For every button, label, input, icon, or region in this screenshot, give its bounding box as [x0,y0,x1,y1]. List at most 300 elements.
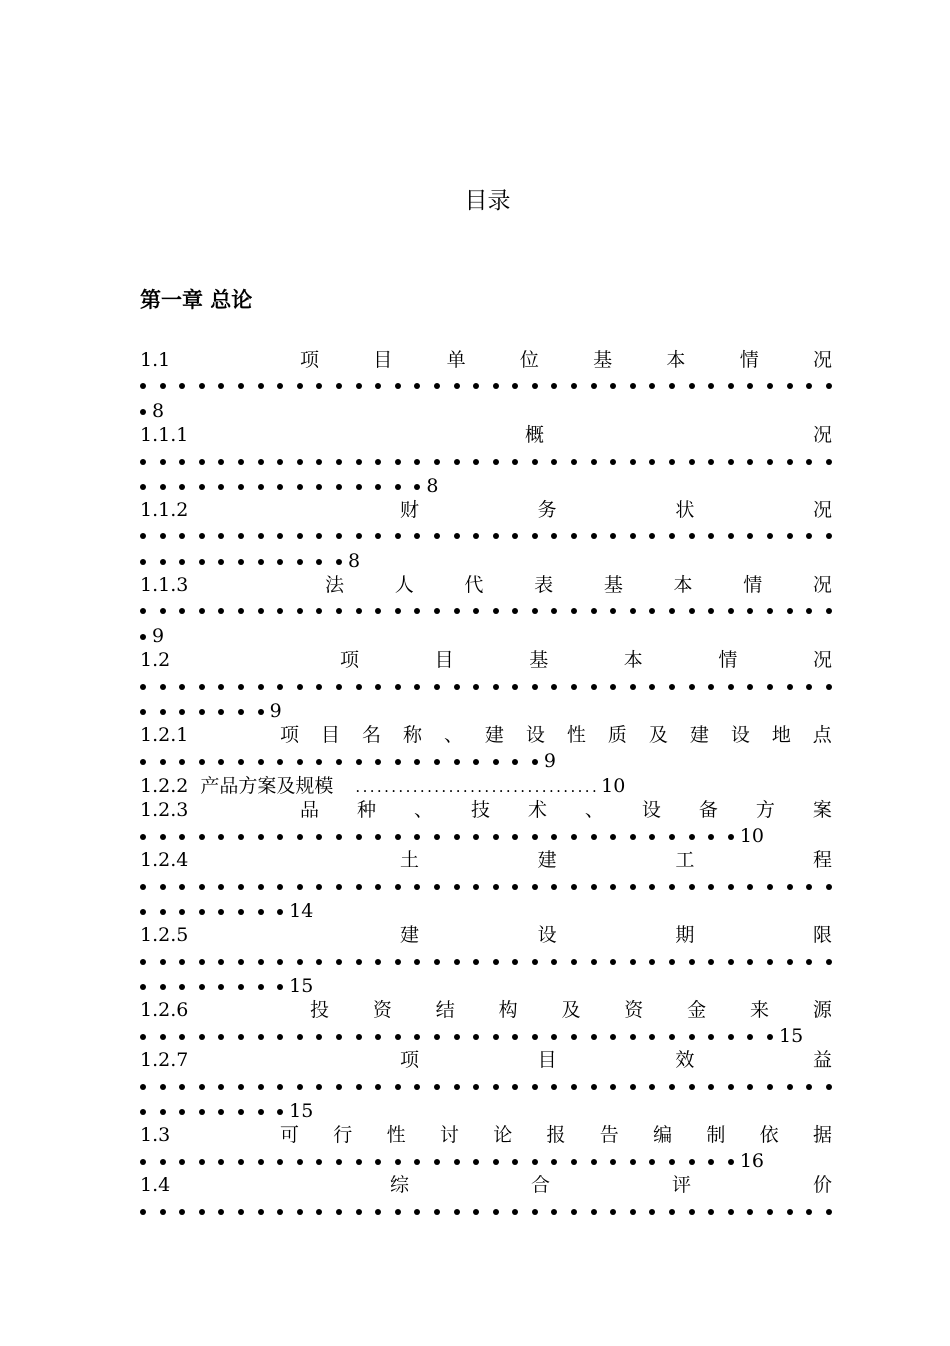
title-char: 及 [648,724,668,746]
leader-dot [375,1209,381,1215]
leader-dot [787,1084,793,1090]
title-char: 人 [394,574,414,596]
dot-leader [140,1073,845,1099]
leader-dot [258,709,264,715]
leader-dot [238,383,244,389]
leader-dot [160,1109,166,1115]
leader-dot [179,759,185,765]
leader-dot [218,884,224,890]
leader-dot [747,608,753,614]
title-char: 依 [759,1124,779,1146]
leader-dot [199,608,205,614]
leader-dot [356,1159,362,1165]
leader-dot [649,383,655,389]
leader-dot [747,959,753,965]
leader-dot [493,533,499,539]
leader-dot [297,383,303,389]
leader-dot [493,834,499,840]
toc-entry[interactable] [140,996,832,1024]
leader-dot [238,1034,244,1040]
leader-dot [512,608,518,614]
leader-dot [473,1209,479,1215]
toc-entry[interactable] [140,921,832,949]
leader-dot [512,884,518,890]
leader-dot [238,684,244,690]
title-char: 项 [340,649,360,671]
leader-dot [454,684,460,690]
title-char: 、 [443,724,463,746]
leader-dot [689,608,695,614]
title-char: 、 [584,799,604,821]
leader-dot [238,608,244,614]
leader-dot [336,1084,342,1090]
leader-dot [571,884,577,890]
toc-entry-title [280,721,832,749]
leader-dot [218,1109,224,1115]
leader-dot [218,684,224,690]
toc-entry[interactable] [140,846,832,874]
dot-leader [140,673,845,699]
leader-dot [708,684,714,690]
leader-dot [767,383,773,389]
leader-dot [630,684,636,690]
leader-dot [179,459,185,465]
leader-dot [669,608,675,614]
leader-dot [356,959,362,965]
leader-dot [140,559,146,565]
leader-dot [512,383,518,389]
toc-entry-number: 1.3 [140,1124,171,1146]
leader-dot [767,608,773,614]
title-char: 本 [666,349,686,371]
toc-entry[interactable] [140,496,832,524]
leader-dot [532,533,538,539]
leader-dot [140,409,146,415]
title-char: 单 [446,349,466,371]
leader-dot [316,459,322,465]
title-char: 种 [356,799,376,821]
leader-dot [591,834,597,840]
leader-dot [454,834,460,840]
leader-dot [179,984,185,990]
leader-dot [375,383,381,389]
toc-entry-number: 1.2.6 [140,999,189,1021]
toc-entry-page: 10 [601,775,626,797]
title-char: 务 [537,499,557,521]
leader-dot [689,884,695,890]
leader-dot [277,459,283,465]
toc-entry-page: 9 [152,625,165,647]
leader-dot [258,759,264,765]
title-char: 程 [812,849,832,871]
leader-dot [649,834,655,840]
leader-dot [375,1034,381,1040]
leader-dot [434,959,440,965]
leader-dot [708,383,714,389]
leader-dot [140,608,146,614]
toc-entry[interactable] [140,571,832,599]
leader-dot [140,1109,146,1115]
leader-dot [277,959,283,965]
leader-dot [238,1159,244,1165]
leader-dot [551,684,557,690]
leader-dot [591,959,597,965]
leader-dot [179,709,185,715]
leader-dot [747,884,753,890]
leader-dot [316,383,322,389]
leader-dot [258,884,264,890]
leader-dot [258,959,264,965]
leader-dot [630,1159,636,1165]
leader-dot [591,608,597,614]
leader-dot [160,909,166,915]
leader-dot [179,608,185,614]
toc-entry-title [400,496,832,524]
leader-dot [767,1084,773,1090]
leader-dot [708,608,714,614]
toc-entry-number: 1.2 [140,649,171,671]
leader-dot [414,884,420,890]
toc-entry-number: 1.2.7 [140,1049,189,1071]
toc-entry-page: 8 [347,550,361,572]
leader-dot [160,1159,166,1165]
leader-dot [277,834,283,840]
leader-dot [473,759,479,765]
leader-dot [630,1209,636,1215]
leader-dot [395,484,401,490]
leader-dot [199,1034,205,1040]
title-char: 情 [718,649,738,671]
leader-dot [454,383,460,389]
leader-dot [395,959,401,965]
leader-dot [375,608,381,614]
leader-dot [218,1034,224,1040]
toc-entry[interactable] [140,646,832,674]
title-char: 可 [280,1124,300,1146]
leader-dot [140,533,146,539]
leader-dot [493,1159,499,1165]
leader-dot [787,608,793,614]
leader-dot [199,909,205,915]
leader-dot [336,1034,342,1040]
leader-dot [218,533,224,539]
leader-dot [277,383,283,389]
toc-entry[interactable] [140,421,832,449]
leader-dot [356,1034,362,1040]
leader-dot [258,834,264,840]
leader-dot [277,984,283,990]
leader-dot [258,984,264,990]
dot-leader: .................................. [355,778,600,796]
leader-dot [532,1084,538,1090]
leader-dot [258,684,264,690]
leader-dot [728,1159,734,1165]
leader-dot [258,1084,264,1090]
leader-dot [493,1209,499,1215]
leader-dot [414,959,420,965]
leader-dot [414,1209,420,1215]
leader-dot [669,1159,675,1165]
leader-dot [199,709,205,715]
leader-dot [199,1109,205,1115]
leader-dot [297,759,303,765]
toc-entry-number: 1.2.5 [140,924,189,946]
leader-dot [806,884,812,890]
leader-dot [238,759,244,765]
leader-dot [414,834,420,840]
title-char: 建 [400,924,420,946]
toc-entry-page: 8 [152,400,165,422]
leader-dot [375,684,381,690]
leader-dot [375,834,381,840]
leader-dot [591,1034,597,1040]
title-char: 状 [675,499,695,521]
leader-dot [532,834,538,840]
toc-entry-title [390,1171,832,1199]
leader-dot [434,1209,440,1215]
leader-dot [591,533,597,539]
leader-dot [336,759,342,765]
leader-dot [297,1034,303,1040]
leader-dot [297,459,303,465]
leader-dot [669,1209,675,1215]
leader-dot [160,984,166,990]
title-char: 资 [624,999,644,1021]
leader-dot [297,559,303,565]
leader-dot [160,1034,166,1040]
leader-dot [826,959,832,965]
leader-dot [610,383,616,389]
leader-dot [532,1034,538,1040]
toc-entry-number: 1.2.3 [140,799,189,821]
leader-dot [571,533,577,539]
toc-entry-page: 15 [289,975,314,997]
title-char: 代 [464,574,484,596]
title-char: 况 [812,349,832,371]
leader-dot [610,608,616,614]
leader-dot [140,1209,146,1215]
title-char: 期 [675,924,695,946]
leader-dot [238,1084,244,1090]
title-char: 行 [333,1124,353,1146]
title-char: 建 [537,849,557,871]
title-char: 评 [671,1174,691,1196]
title-char: 目 [320,724,340,746]
leader-dot [473,533,479,539]
leader-dot [493,1034,499,1040]
leader-dot [512,834,518,840]
leader-dot [414,684,420,690]
leader-dot [258,1209,264,1215]
toc-entry-page: 14 [289,900,314,922]
leader-dot [787,533,793,539]
title-char: 讨 [439,1124,459,1146]
leader-dot [806,959,812,965]
dot-leader [140,873,845,899]
leader-dot [493,383,499,389]
leader-dot [571,459,577,465]
title-char: 编 [653,1124,673,1146]
toc-entry[interactable] [140,796,832,824]
leader-dot [238,909,244,915]
title-char: 建 [689,724,709,746]
leader-dot [238,834,244,840]
title-char: 位 [519,349,539,371]
leader-dot [160,608,166,614]
leader-dot [199,884,205,890]
leader-dot [277,684,283,690]
leader-dot [238,559,244,565]
leader-dot [179,1159,185,1165]
leader-dot [140,383,146,389]
leader-dot [199,533,205,539]
toc-entry-title [400,1046,832,1074]
leader-dot [610,459,616,465]
toc-entry-page: 8 [426,475,439,497]
leader-dot [669,884,675,890]
leader-dot [610,1209,616,1215]
leader-dot [277,1034,283,1040]
leader-dot [551,959,557,965]
title-char: 合 [530,1174,550,1196]
toc-entry-page: 15 [779,1025,804,1047]
leader-dot [179,909,185,915]
leader-dot [767,959,773,965]
leader-dot [610,959,616,965]
leader-dot [649,959,655,965]
title-char: 况 [812,574,832,596]
leader-dot [277,1159,283,1165]
title-char: 项 [280,724,300,746]
leader-dot [669,533,675,539]
leader-dot [336,484,342,490]
leader-dot [277,1084,283,1090]
leader-dot [826,608,832,614]
leader-dot [160,834,166,840]
title-char: 设 [537,924,557,946]
toc-entry[interactable] [140,346,832,374]
leader-dot [140,834,146,840]
leader-dot [297,533,303,539]
chapter-heading: 第一章 总论 [140,288,253,312]
title-char: 构 [498,999,518,1021]
title-char: 工 [675,849,695,871]
leader-dot [140,909,146,915]
leader-dot [689,1159,695,1165]
toc-entry[interactable] [140,1046,832,1074]
leader-dot [649,884,655,890]
leader-dot [140,1084,146,1090]
title-char: 概 [525,424,545,446]
leader-dot [179,684,185,690]
leader-dot [630,608,636,614]
leader-dot [277,909,283,915]
leader-dot [493,884,499,890]
leader-dot [689,1034,695,1040]
leader-dot [591,884,597,890]
toc-entry[interactable] [140,1121,832,1149]
leader-dot [708,834,714,840]
leader-dot [140,709,146,715]
leader-dot [218,834,224,840]
leader-dot [414,1034,420,1040]
leader-dot [356,608,362,614]
leader-dot [551,1084,557,1090]
leader-dot [179,884,185,890]
leader-dot [218,1084,224,1090]
leader-dot [689,533,695,539]
leader-dot [512,1209,518,1215]
leader-dot [454,884,460,890]
leader-dot [493,608,499,614]
leader-dot [473,884,479,890]
leader-dot [728,1084,734,1090]
leader-dot [297,684,303,690]
title-char: 性 [566,724,586,746]
toc-entry-page: 10 [739,825,764,847]
toc-entry[interactable] [140,721,832,749]
leader-dot [434,884,440,890]
leader-dot [767,1209,773,1215]
leader-dot [708,1034,714,1040]
title-char: 性 [386,1124,406,1146]
leader-dot [571,608,577,614]
leader-dot [630,834,636,840]
leader-dot [649,533,655,539]
leader-dot [806,383,812,389]
leader-dot [414,759,420,765]
leader-dot [434,1034,440,1040]
leader-dot [238,1109,244,1115]
title-char: 况 [812,649,832,671]
dot-leader [140,1198,845,1224]
title-char: 本 [623,649,643,671]
leader-dot [218,909,224,915]
title-char: 基 [593,349,613,371]
leader-dot [806,459,812,465]
toc-entry-title [400,846,832,874]
toc-entry-title [525,421,832,449]
title-char: 设 [641,799,661,821]
leader-dot [140,684,146,690]
title-char: 综 [390,1174,410,1196]
leader-dot [297,1209,303,1215]
leader-dot [356,533,362,539]
leader-dot [356,884,362,890]
leader-dot [179,383,185,389]
title-char: 备 [698,799,718,821]
leader-dot [610,684,616,690]
leader-dot [434,608,440,614]
leader-dot [297,1084,303,1090]
leader-dot [258,459,264,465]
toc-entry[interactable] [140,1171,832,1199]
leader-dot [551,383,557,389]
leader-dot [434,383,440,389]
leader-dot [336,884,342,890]
leader-dot [336,559,342,565]
leader-dot [179,533,185,539]
leader-dot [179,959,185,965]
leader-dot [395,1209,401,1215]
toc-entry-number: 1.2.4 [140,849,189,871]
leader-dot [434,684,440,690]
leader-dot [199,984,205,990]
leader-dot [238,459,244,465]
leader-dot [767,884,773,890]
leader-dot [454,759,460,765]
leader-dot [258,1159,264,1165]
